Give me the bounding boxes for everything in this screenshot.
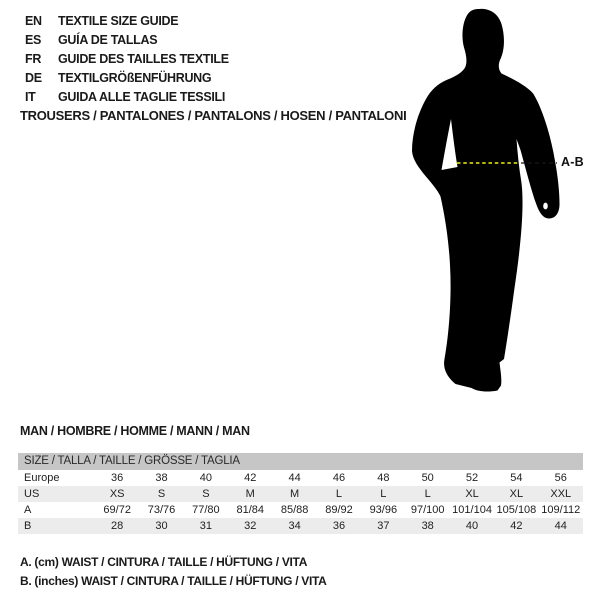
size-cell: 109/112 <box>541 504 581 516</box>
size-cell: 40 <box>199 472 213 484</box>
size-cell: 38 <box>421 520 434 532</box>
size-cell: 36 <box>332 520 346 532</box>
table-row-a-cm <box>18 502 583 518</box>
language-label: TEXTILE SIZE GUIDE <box>58 14 179 28</box>
size-table <box>18 453 583 534</box>
size-cell: 37 <box>377 520 390 532</box>
row-label: Europe <box>24 472 60 484</box>
size-cell: 81/84 <box>236 504 265 516</box>
language-label: TEXTILGRÖßENFÜHRUNG <box>58 71 212 85</box>
size-cell: 73/76 <box>147 504 176 516</box>
size-cell: 105/108 <box>496 504 537 516</box>
size-cell: 46 <box>332 472 346 484</box>
size-cell: S <box>157 488 166 500</box>
language-row <box>25 50 229 69</box>
size-cell: 31 <box>199 520 213 532</box>
arm-torso-gap-highlight <box>442 119 458 170</box>
size-cell: 97/100 <box>410 504 445 516</box>
size-cell: 32 <box>244 520 257 532</box>
table-row-europe <box>18 470 583 486</box>
language-row <box>25 69 229 88</box>
language-row <box>25 12 229 31</box>
size-cell: 42 <box>510 520 523 532</box>
size-cell: 50 <box>421 472 434 484</box>
language-label: GUIDA ALLE TAGLIE TESSILI <box>58 90 226 104</box>
size-cell: 54 <box>510 472 523 484</box>
size-cell: 40 <box>465 520 479 532</box>
size-table-header: SIZE / TALLA / TAILLE / GRÖSSE / TAGLIA <box>18 453 583 470</box>
size-cell: L <box>380 488 387 500</box>
language-row <box>25 88 229 107</box>
size-cell: 44 <box>554 520 567 532</box>
language-guide-list <box>25 12 229 107</box>
size-cell: L <box>335 488 343 500</box>
size-cell: XXL <box>550 488 572 500</box>
measure-label-a-b: A-B <box>561 155 584 169</box>
size-cell: 56 <box>554 472 567 484</box>
language-label: GUIDE DES TAILLES TEXTILE <box>58 52 229 66</box>
size-cell: 69/72 <box>103 504 131 516</box>
size-cell: 48 <box>377 472 390 484</box>
size-cell: 42 <box>244 472 257 484</box>
size-cell: L <box>424 488 431 500</box>
man-silhouette-shape <box>412 9 560 392</box>
language-code: EN <box>25 14 42 28</box>
size-cell: 44 <box>288 472 301 484</box>
size-cell: S <box>202 488 210 500</box>
gender-heading: MAN / HOMBRE / HOMME / MANN / MAN <box>20 424 250 438</box>
size-cell: 101/104 <box>452 504 492 516</box>
size-cell: 28 <box>111 520 124 532</box>
size-cell: 85/88 <box>280 504 309 516</box>
size-cell: XL <box>509 488 524 500</box>
size-cell: 93/96 <box>369 504 398 516</box>
size-cell: XS <box>109 488 125 500</box>
language-code: FR <box>25 52 42 66</box>
table-row-b-inches <box>18 518 583 534</box>
category-heading: TROUSERS / PANTALONES / PANTALONS / HOSEN / PANTALONI <box>20 108 407 123</box>
size-cell: 52 <box>465 472 479 484</box>
footnote-b-inches: B. (inches) WAIST / CINTURA / TAILLE / HÜFTUNG / VITA <box>20 573 327 588</box>
size-cell: 36 <box>111 472 124 484</box>
language-code: ES <box>25 33 42 47</box>
size-cell: 89/92 <box>325 504 353 516</box>
size-cell: 38 <box>155 472 168 484</box>
measurement-footnotes <box>20 553 327 590</box>
table-row-us <box>18 486 583 502</box>
row-label: B <box>24 520 32 532</box>
size-cell: 34 <box>288 520 301 532</box>
size-cell: M <box>245 488 255 500</box>
language-code: DE <box>25 71 42 85</box>
size-cell: M <box>290 488 300 500</box>
row-label: A <box>24 504 32 516</box>
size-cell: XL <box>465 488 479 500</box>
language-row <box>25 31 229 50</box>
language-code: IT <box>25 90 36 104</box>
size-cell: 77/80 <box>192 504 220 516</box>
footnote-a-cm: A. (cm) WAIST / CINTURA / TAILLE / HÜFTUNG / VITA <box>20 555 308 569</box>
language-label: GUÍA DE TALLAS <box>58 33 158 47</box>
row-label: US <box>24 488 40 500</box>
size-cell: 30 <box>155 520 168 532</box>
hand-thumb-gap <box>543 203 548 210</box>
